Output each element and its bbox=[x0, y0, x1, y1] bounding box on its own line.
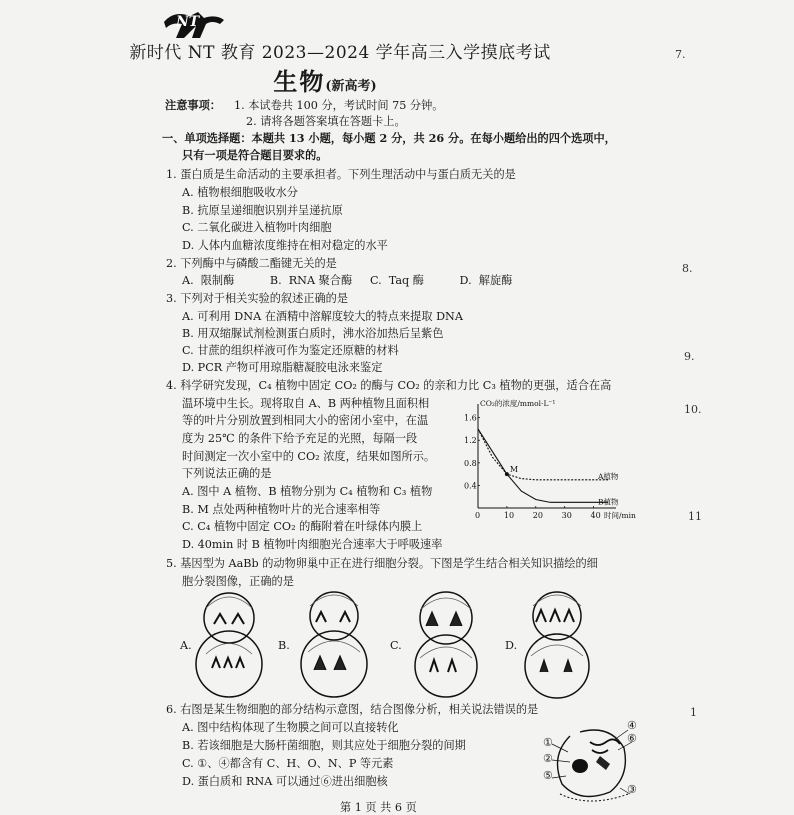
notes-label: 注意事项： bbox=[165, 98, 221, 112]
note-1: 1. 本试卷共 100 分，考试时间 75 分钟。 bbox=[234, 99, 444, 112]
q5-label-a: A. bbox=[180, 639, 192, 652]
q4-line-3: 等的叶片分别放置到相同大小的密闭小室中，在温 bbox=[182, 414, 429, 427]
cell-label-3: ③ bbox=[627, 783, 638, 796]
q6-option-b: B. 若该细胞是大肠杆菌细胞，则其应处于细胞分裂的间期 bbox=[182, 739, 466, 752]
q4-line-2: 温环境中生长。现将取自 A、B 两种植物且面积相 bbox=[182, 397, 430, 410]
y-tick-label: 0.4 bbox=[464, 481, 477, 491]
q3-option-c: C. 甘蔗的组织样液可作为鉴定还原糖的材料 bbox=[182, 344, 399, 357]
exam-title: 新时代 NT 教育 2023—2024 学年高三入学摸底考试 bbox=[129, 43, 551, 63]
q6-option-c: C. ①、④都含有 C、H、O、N、P 等元素 bbox=[182, 757, 394, 770]
cell-label-4: ④ bbox=[627, 719, 638, 732]
x-tick-label: 0 bbox=[475, 511, 481, 520]
section-heading-2: 只有一项是符合题目要求的。 bbox=[182, 148, 328, 162]
q4-option-a: A. 图中 A 植物、B 植物分别为 C₄ 植物和 C₃ 植物 bbox=[182, 485, 433, 498]
margin-q7: 7. bbox=[675, 48, 686, 61]
cell-label-1: ① bbox=[543, 736, 554, 749]
cell-figure-a bbox=[194, 588, 264, 700]
y-tick-label: 1.6 bbox=[464, 413, 477, 423]
q6-option-d: D. 蛋白质和 RNA 可以通过⑥进出细胞核 bbox=[182, 775, 388, 788]
cell-figure-d bbox=[522, 588, 592, 700]
q4-line-4: 度为 25℃ 的条件下给予充足的光照，每隔一段 bbox=[182, 432, 418, 445]
q4-option-c: C. C₄ 植物中固定 CO₂ 的酶附着在叶绿体内膜上 bbox=[182, 520, 423, 533]
subject-name: 生物 bbox=[273, 67, 326, 96]
cell-figure-c bbox=[410, 588, 482, 700]
x-axis-label: 时间/min bbox=[604, 511, 636, 520]
y-axis-label: CO₂的浓度/mmol·L⁻¹ bbox=[480, 399, 556, 408]
q5-label-c: C. bbox=[390, 639, 402, 652]
y-tick-label: 1.2 bbox=[464, 436, 477, 446]
x-tick-label: 40 bbox=[590, 511, 601, 520]
subject-title bbox=[0, 62, 650, 97]
q6-option-a: A. 图中结构体现了生物膜之间可以直接转化 bbox=[182, 721, 399, 734]
q3-stem: 3. 下列对于相关实验的叙述正确的是 bbox=[166, 292, 349, 305]
cell-figure-b bbox=[298, 588, 370, 700]
cell-label-5: ⑤ bbox=[543, 769, 554, 782]
q3-option-a: A. 可利用 DNA 在酒精中溶解度较大的特点来提取 DNA bbox=[182, 310, 463, 323]
section-heading: 一、单项选择题：本题共 13 小题，每小题 2 分，共 26 分。在每小题给出的四个选项中， bbox=[162, 131, 616, 145]
series-line-a bbox=[478, 429, 608, 480]
q4-line-5: 时间测定一次小室中的 CO₂ 浓度，结果如图所示。 bbox=[182, 450, 436, 463]
margin-q9: 9. bbox=[684, 350, 695, 363]
q5-line-2: 胞分裂图像，正确的是 bbox=[182, 575, 294, 588]
margin-q12: 1 bbox=[690, 706, 697, 719]
logo-text: NT bbox=[176, 14, 200, 30]
q5-line-1: 5. 基因型为 AaBb 的动物卵巢中正在进行细胞分裂。下图是学生结合相关知识描绘的细 bbox=[166, 557, 598, 570]
q4-option-b: B. M 点处两种植物叶片的光合速率相等 bbox=[182, 503, 381, 516]
margin-q11: 11 bbox=[688, 510, 702, 523]
q1-option-a: A. 植物根细胞吸收水分 bbox=[182, 186, 298, 199]
series-label: A植物 bbox=[598, 471, 619, 481]
q1-option-b: B. 抗原呈递细胞识别并呈递抗原 bbox=[182, 204, 343, 217]
cell-structure-diagram bbox=[540, 716, 640, 806]
q2-stem: 2. 下列酶中与磷酸二酯键无关的是 bbox=[166, 257, 337, 270]
q1-option-c: C. 二氧化碳进入植物叶肉细胞 bbox=[182, 221, 332, 234]
margin-q10: 10. bbox=[684, 403, 702, 416]
page-footer: 第 1 页 共 6 页 bbox=[340, 801, 417, 814]
co2-line-chart bbox=[462, 398, 642, 522]
y-tick-label: 0.8 bbox=[464, 458, 477, 468]
q5-label-d: D. bbox=[505, 639, 518, 652]
point-m bbox=[505, 472, 509, 476]
note-2: 2. 请将各题答案填在答题卡上。 bbox=[246, 115, 406, 128]
cell-label-6: ⑥ bbox=[627, 732, 638, 745]
q1-option-d: D. 人体内血糖浓度维持在相对稳定的水平 bbox=[182, 239, 388, 252]
x-tick-label: 10 bbox=[503, 511, 515, 520]
series-line-b bbox=[478, 429, 608, 502]
margin-q8: 8. bbox=[682, 262, 693, 275]
x-tick-label: 30 bbox=[561, 511, 572, 520]
q4-line-1: 4. 科学研究发现，C₄ 植物中固定 CO₂ 的酶与 CO₂ 的亲和力比 C₃ 植物的更强，适合在高 bbox=[166, 379, 612, 392]
q6-line-1: 6. 右图是某生物细胞的部分结构示意图，结合图像分析，相关说法错误的是 bbox=[166, 703, 539, 716]
q4-line-6: 下列说法正确的是 bbox=[182, 467, 272, 480]
point-m-label: M bbox=[509, 465, 519, 475]
subject-note: (新高考) bbox=[325, 79, 377, 94]
series-label: B植物 bbox=[598, 497, 619, 507]
q3-option-b: B. 用双缩脲试剂检测蛋白质时，沸水浴加热后呈紫色 bbox=[182, 327, 444, 340]
x-tick-label: 20 bbox=[532, 511, 543, 520]
q3-option-d: D. PCR 产物可用琼脂糖凝胶电泳来鉴定 bbox=[182, 361, 383, 374]
q2-options: A. 限制酶 B. RNA 聚合酶 C. Taq 酶 D. 解旋酶 bbox=[182, 274, 513, 287]
q5-label-b: B. bbox=[278, 639, 290, 652]
q4-option-d: D. 40min 时 B 植物叶肉细胞光合速率大于呼吸速率 bbox=[182, 538, 443, 551]
cell-label-2: ② bbox=[543, 752, 554, 765]
q1-stem: 1. 蛋白质是生命活动的主要承担者。下列生理活动中与蛋白质无关的是 bbox=[166, 168, 516, 181]
